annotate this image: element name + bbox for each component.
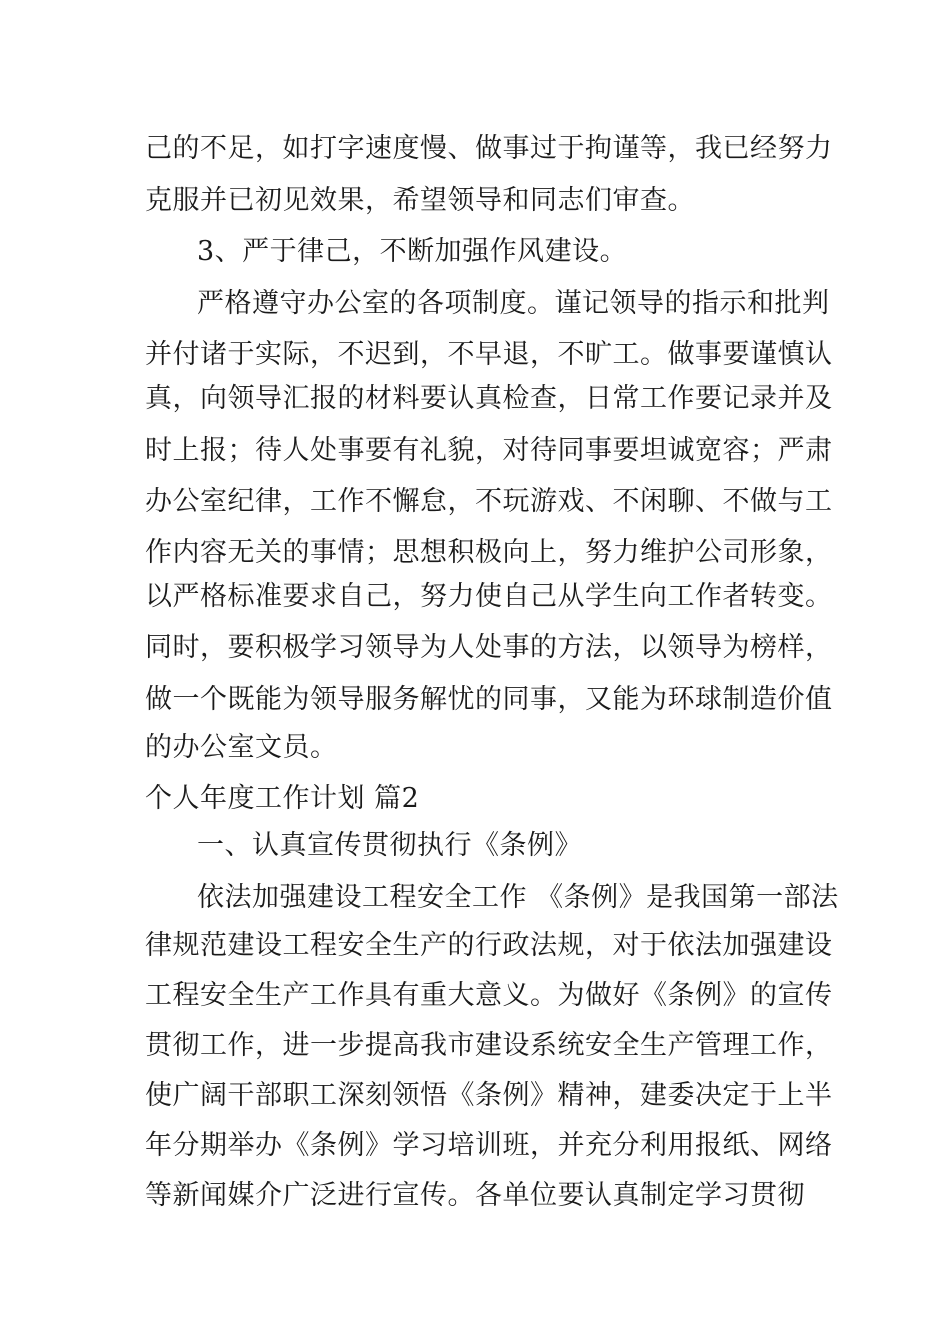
paragraph-line: 贯彻工作，进一步提高我市建设系统安全生产管理工作， <box>145 1030 833 1061</box>
paragraph-line: 克服并已初见效果，希望领导和同志们审查。 <box>145 185 695 216</box>
section-heading-3: 3、严于律己，不断加强作风建设。 <box>197 236 628 267</box>
paragraph-line: 使广阔干部职工深刻领悟《条例》精神，建委决定于上半 <box>145 1080 833 1111</box>
paragraph-line: 依法加强建设工程安全工作 《条例》是我国第一部法 <box>197 882 839 913</box>
paragraph-line: 严格遵守办公室的各项制度。谨记领导的指示和批判 <box>197 288 830 319</box>
paragraph-line: 等新闻媒介广泛进行宣传。各单位要认真制定学习贯彻 <box>145 1180 805 1211</box>
paragraph-line: 办公室纪律，工作不懈怠，不玩游戏、不闲聊、不做与工 <box>145 486 833 517</box>
paragraph-line: 并付诸于实际，不迟到，不早退，不旷工。做事要谨慎认 <box>145 339 833 370</box>
paragraph-line: 真，向领导汇报的材料要认真检查，日常工作要记录并及 <box>145 383 833 414</box>
paragraph-line: 时上报；待人处事要有礼貌，对待同事要坦诚宽容；严肃 <box>145 435 833 466</box>
section-heading-1: 一、认真宣传贯彻执行《条例》 <box>197 830 582 861</box>
paragraph-line: 做一个既能为领导服务解忧的同事，又能为环球制造价值 <box>145 684 833 715</box>
paragraph-line: 年分期举办《条例》学习培训班，并充分利用报纸、网络 <box>145 1130 833 1161</box>
paragraph-line: 作内容无关的事情；思想积极向上，努力维护公司形象， <box>145 537 833 568</box>
paragraph-line: 工程安全生产工作具有重大意义。为做好《条例》的宣传 <box>145 980 833 1011</box>
paragraph-line: 的办公室文员。 <box>145 732 338 763</box>
section-title: 个人年度工作计划 篇2 <box>145 783 420 814</box>
paragraph-line: 律规范建设工程安全生产的行政法规，对于依法加强建设 <box>145 930 833 961</box>
paragraph-line: 己的不足，如打字速度慢、做事过于拘谨等，我已经努力 <box>145 133 833 164</box>
paragraph-line: 以严格标准要求自己，努力使自己从学生向工作者转变。 <box>145 581 833 612</box>
paragraph-line: 同时，要积极学习领导为人处事的方法，以领导为榜样， <box>145 632 833 663</box>
